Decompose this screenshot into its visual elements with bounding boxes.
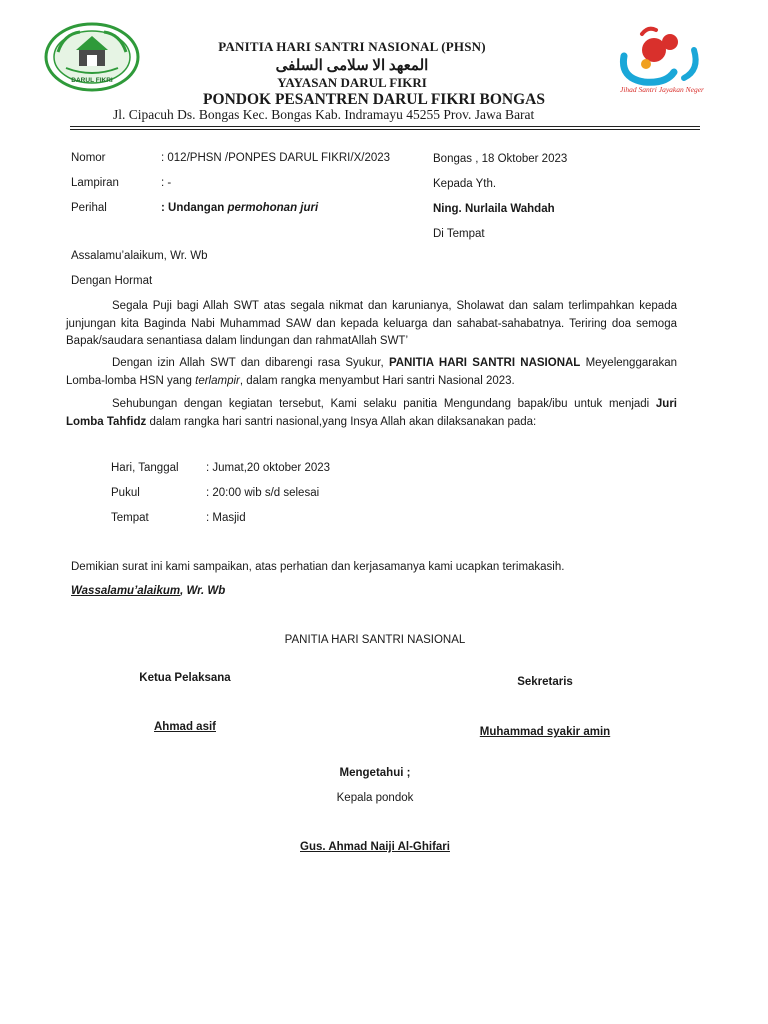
perihal-prefix: : Undangan [161,202,228,214]
di-tempat: Di Tempat [433,228,485,240]
nomor-label: Nomor [71,152,106,164]
paragraph-3-a: Sehubungan dengan kegiatan tersebut, Kami selaku panitia Mengundang bapak/ibu untuk menjadi [112,398,656,410]
paragraph-2 [66,355,677,390]
hari-label: Hari, Tanggal [111,462,179,474]
perihal-label: Perihal [71,202,107,214]
paragraph-2-italic: terlampir [195,374,240,387]
signature-committee: PANITIA HARI SANTRI NASIONAL [284,634,466,646]
dengan-hormat: Dengan Hormat [71,275,153,287]
lampiran-label: Lampiran [71,177,119,189]
hari-value: : Jumat,20 oktober 2023 [206,462,331,474]
kepala-pondok: Kepala pondok [336,792,414,804]
letterhead-school: PONDOK PESANTREN DARUL FIKRI BONGAS [203,91,545,108]
salam: Assalamu’alaikum, Wr. Wb [71,250,208,262]
nomor-value: : 012/PHSN /PONPES DARUL FIKRI/X/2023 [161,152,391,164]
paragraph-2-bold: PANITIA HARI SANTRI NASIONAL [388,357,581,369]
perihal-value [161,202,318,214]
pukul-value: : 20:00 wib s/d selesai [206,487,320,499]
paragraph-1-text: Segala Puji bagi Allah SWT atas segala nikmat dan karunianya, Sholawat dan salam terlimpahkan kepada junjungan kita Baginda Nabi Muhammad SAW dan kepada keluarga dan sahabat-sahabatnya. Teriring doa semoga Bapak/saudara senantiasa dalam lindungan dan rahmatAllah SWT’ [66,300,677,347]
paragraph-3 [66,396,677,431]
tempat-value: : Masjid [206,512,246,524]
letterhead-address: Jl. Cipacuh Ds. Bongas Kec. Bongas Kab. Indramayu 45255 Prov. Jawa Barat [113,107,535,122]
paragraph-2-b: Meyelenggarakan Lomba-lomba HSN yang [66,357,678,387]
paragraph-3-b: dalam rangka hari santri nasional,yang Insya Allah akan dilaksanakan pada: [146,415,537,428]
sekretaris-name: Muhammad syakir amin [479,726,611,738]
paragraph-2-c: , dalam rangka menyambut Hari santri Nasional 2023. [239,374,515,387]
paragraph-1 [66,298,677,351]
ketua-title: Ketua Pelaksana [139,672,231,684]
paragraph-3-bold: Juri Lomba Tahfidz [66,398,677,428]
pukul-label: Pukul [111,487,140,499]
logo-left-caption: DARUL FIKRI [71,77,113,84]
letterhead-divider-thin [70,129,700,130]
kepada-yth: Kepada Yth. [433,178,497,190]
demikian: Demikian surat ini kami sampaikan, atas perhatian dan kerjasamanya kami ucapkan terimakasih. [71,561,565,573]
recipient-name: Ning. Nurlaila Wahdah [433,203,555,215]
place-date: Bongas , 18 Oktober 2023 [433,153,568,165]
kepala-name: Gus. Ahmad Naiji Al-Ghifari [300,841,450,853]
sekretaris-title: Sekretaris [517,676,573,688]
letterhead-foundation: YAYASAN DARUL FIKRI [277,75,427,90]
letterhead-arabic: المعهد الا سلامى السلفى [275,58,429,74]
wassalam [71,585,225,597]
letterhead-committee: PANITIA HARI SANTRI NASIONAL (PHSN) [218,39,486,54]
wassalam-rest: , Wr. Wb [180,585,226,597]
logo-right-caption: Jihad Santri Jayakan Negeri [620,85,704,94]
ketua-name: Ahmad asif [154,721,216,733]
wassalam-underlined: Wassalamu’alaikum [71,585,181,597]
tempat-label: Tempat [111,512,149,524]
letterhead-divider-thick [70,126,700,127]
mengetahui: Mengetahui ; [339,767,411,779]
perihal-italic: permohonan juri [227,202,319,214]
lampiran-value: : - [161,177,172,189]
paragraph-2-a: Dengan izin Allah SWT dan dibarengi rasa Syukur, [112,357,389,369]
